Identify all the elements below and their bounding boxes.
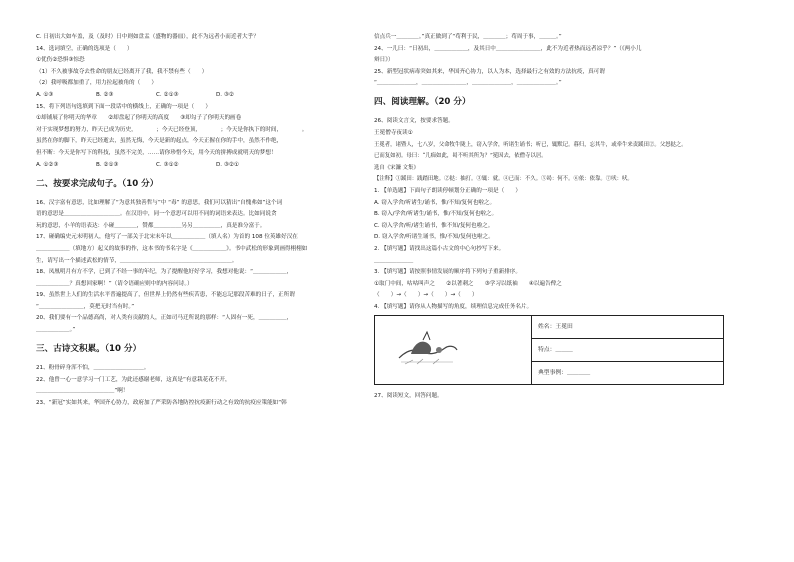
ordering-blanks[interactable]: （ ）→（ ）→（ ）→（ ） [374, 292, 478, 299]
option-a[interactable]: A. 窃入学舍/听诸生/诵书，惟/不知/复何也啦之。 [374, 199, 496, 206]
example-label: 典型事例： [538, 370, 567, 377]
question-line: 18、凤凰明月有方不学，已到了不经一事的年纪，为了提醒他好好学习，我想对他说：“＿＿＿＿＿＿， [36, 269, 293, 276]
right-column [374, 34, 774, 405]
card-example-row [538, 370, 590, 377]
question-line: 16、汉字富有意思，比如理解了“为意其独善哲与”中 “毒” 的意思，我们可以猜出“自愧弗如”这个词 [36, 199, 283, 206]
name-value: 王冕田 [555, 324, 573, 331]
question-line: ①却铺展了你明天的华章 ②却盘起了你明天的高度 ③却勾子了你明天的画卷 [36, 115, 242, 122]
question-line: 14、选词填空，正确的选项是（ ） [36, 45, 133, 52]
name-label: 姓名： [538, 324, 556, 331]
section-2-title: 二、按要求完成句子。（10 分） [36, 178, 159, 189]
question-line: 15、将下列语句选填到下面一段话中的横线上，正确的一项是（ ） [36, 103, 211, 110]
example-blank[interactable]: ＿＿＿＿ [567, 370, 591, 377]
question-line: “＿＿＿＿＿＿＿＿，莫把无时当有时。” [36, 303, 135, 310]
question-line: ＿＿＿＿＿＿＿＿＿＿＿＿＿＿”啊！ [36, 388, 129, 395]
trait-label: 特点： [538, 347, 556, 354]
question-line: 17、碰确编史元末明初人，他写了一部关于北宋末年以＿＿＿＿＿＿（填人名）为首的 108 位英雄好汉在 [36, 234, 298, 241]
question-line: 对于实现梦想的努力，昨天已成为历史， ；今天已经登顶， ；今天是你执下的时间， 。 [36, 126, 308, 133]
section-4-title: 四、阅读理解。（20 分） [374, 97, 471, 108]
question-line: 生，请写出一个描述武松的情节，＿＿＿＿＿＿＿＿＿＿＿＿＿＿＿＿＿＿＿＿。 [36, 257, 238, 264]
option-b[interactable]: B. ②③ [96, 91, 114, 98]
passage-title: 王冕僧寺夜读① [374, 129, 413, 136]
question-line: 26、阅读文言文，按要求答题。 [374, 118, 454, 125]
option-c[interactable]: C. ②①③ [156, 91, 179, 98]
answer-blank[interactable]: ＿＿＿＿＿＿＿ [374, 257, 414, 264]
left-column [36, 34, 376, 411]
question-line: C. 日初出大如车盖，及（及时）日中则如盘盂（盛物的器皿），此不为远者小而近者大乎？ [36, 34, 259, 40]
question-line: 1. 【单选题】下面句子朗读停顿划分正确的一项是（ ） [374, 187, 521, 194]
question-line: “＿＿＿＿＿＿＿，＿＿＿＿＿＿＿＿，＿＿＿＿＿＿＿，＿＿＿＿＿＿＿。” [374, 80, 562, 87]
card-name-row [538, 324, 573, 331]
card-divider [531, 361, 723, 362]
question-line: 虽然在你的脚下，昨天已经逝去，虽然无悔，今天是新的起点，今天正握在你的手中，虽然不作绝， [36, 138, 283, 145]
passage-line: 已而复如初。母曰：“儿痴如此，曷不听其所为？”冕因去，依僧寺以居。 [374, 153, 547, 160]
question-line: 20、我们要有一个品德高尚，对人类有贡献的人，正如司马迁所说的那样：“人固有一死，＿＿＿＿＿， [36, 315, 293, 322]
q14-options [36, 92, 376, 99]
option-d[interactable]: D. ③②① [216, 161, 239, 168]
question-line: ＿＿＿＿＿＿。” [36, 327, 76, 334]
passage-source: 选自《宋濂 文集》 [374, 164, 419, 171]
question-line: 辩日》） [374, 57, 394, 64]
question-line: （2）我呼吸都加重了，用力拉起被角的（ ） [36, 80, 158, 87]
question-line: 19、虽然世上人们的生活水平普遍提高了，但世界上仍然有些疾苦患，不能忘记那段苦难的日子，正所谓 [36, 292, 295, 299]
question-line: 2. 【填写题】请找出这篇小古文的中心句抄写下来。 [374, 245, 505, 252]
question-line: 玩的意思，小羊的语表达：小碰＿＿＿＿，赞都＿＿＿＿＿另另＿＿＿＿＿，真是准分富于。 [36, 222, 266, 229]
question-line: 27、阅读短文，回答问题。 [374, 393, 443, 400]
ink-painting-image [393, 328, 463, 368]
question-line: （1）不久被事故夺去性命的朋友已经离开了我，我不禁有些（ ） [36, 68, 208, 75]
option-d[interactable]: D. 窃入学舍/听诸生诵书，惟/不知/复何也啦之。 [374, 234, 494, 241]
question-line: ①优伤②恐惧③惊恐 [36, 57, 85, 64]
q15-options [36, 162, 376, 169]
question-line: 语的意思是＿＿＿＿＿＿＿＿＿＿。在汉语中，同一个意思可以用不同的词语来表达。比如同说贪 [36, 211, 277, 218]
question-line: 22、他曾一心一意学习一门工艺，为此还感谢老师，这真是“有意栽花花不开， [36, 376, 231, 383]
passage-line: 王冕者，诸暨人，七八岁，父命牧牛陇上，窃入学舍，听诸生诵书；听已，辄默记。暮归，忘其牛，或牵牛来责蹊田②。父怒挞之。 [374, 141, 687, 148]
section-3-title: 三、古诗文积累。（10 分） [36, 344, 142, 355]
question-line: 23、“新冠”实如其来，华国齐心协力，政府加了严采防各地防控抗疫新行动之有效的抗疫应策能如“韩 [36, 399, 287, 406]
question-line: 4. 【填写题】请你从人物描写的角度，续理信息完成任务名片。 [374, 303, 533, 310]
question-line: 25、新型冠状病毒突如其来，华国齐心协力，以人为本，选择最行之有效的方法抗疫，真可谓 [374, 68, 605, 75]
option-c[interactable]: C. ③①② [156, 161, 179, 168]
option-a[interactable]: A. ①②③ [36, 161, 59, 168]
option-b[interactable]: B. ②①③ [96, 161, 119, 168]
character-card [374, 315, 724, 385]
question-line: 21、粉骨碎身浑不怕，＿＿＿＿＿＿＿＿＿。 [36, 365, 150, 372]
card-divider [531, 316, 532, 384]
question-line: ＿＿＿＿＿＿（填地方）起义的故事的作，这本书的书名字是《＿＿＿＿＿＿》。书中武松的形象到画得栩栩如 [36, 245, 308, 252]
option-b[interactable]: B. 窃入/学舍/听诸生/诵书，惟/不知/复何也啦之。 [374, 211, 498, 218]
question-line: 24、一儿曰：“日初出，＿＿＿＿＿＿，及其日中＿＿＿＿＿＿＿＿，此不为近者热而远者凉乎？”（《两小儿 [374, 45, 642, 52]
question-line: 信点兵一＿＿＿＿。”真正做到了“苟利于民，＿＿＿＿；苟周于事，＿＿＿。” [374, 34, 562, 40]
question-line: ①取门中间，咕咕叫声之 ②以著刺之 ③学习以纸袖 ④以遍告俾之 [374, 280, 562, 287]
question-line: 但不断：今天是你写下的科技，虽然不完美，……请你珍惜今天，用今天的拼搏成就明天的梦想！ [36, 149, 277, 156]
question-line: 3. 【填写题】请按照事情发展的顺序将下列句子重新排序。 [374, 269, 521, 276]
card-divider [531, 338, 723, 339]
question-line: ＿＿＿＿＿＿？真想回家啊！”（请令语确应则中的内容问诗。） [36, 280, 193, 287]
option-a[interactable]: A. ①③ [36, 91, 54, 98]
option-c[interactable]: C. 窃入学舍/听/诸生诵书，惟不知/复何也啦之。 [374, 222, 494, 229]
option-d[interactable]: D. ③② [216, 91, 234, 98]
trait-blank[interactable]: ＿＿＿ [555, 347, 573, 354]
passage-notes: 【注释】①蹊田：践踏田地。②挞：抽打。③辄：就。④已而：不久。⑤曷：何不。⑥依：依靠。⑦吠：吠。 [374, 176, 633, 183]
card-trait-row [538, 347, 573, 354]
